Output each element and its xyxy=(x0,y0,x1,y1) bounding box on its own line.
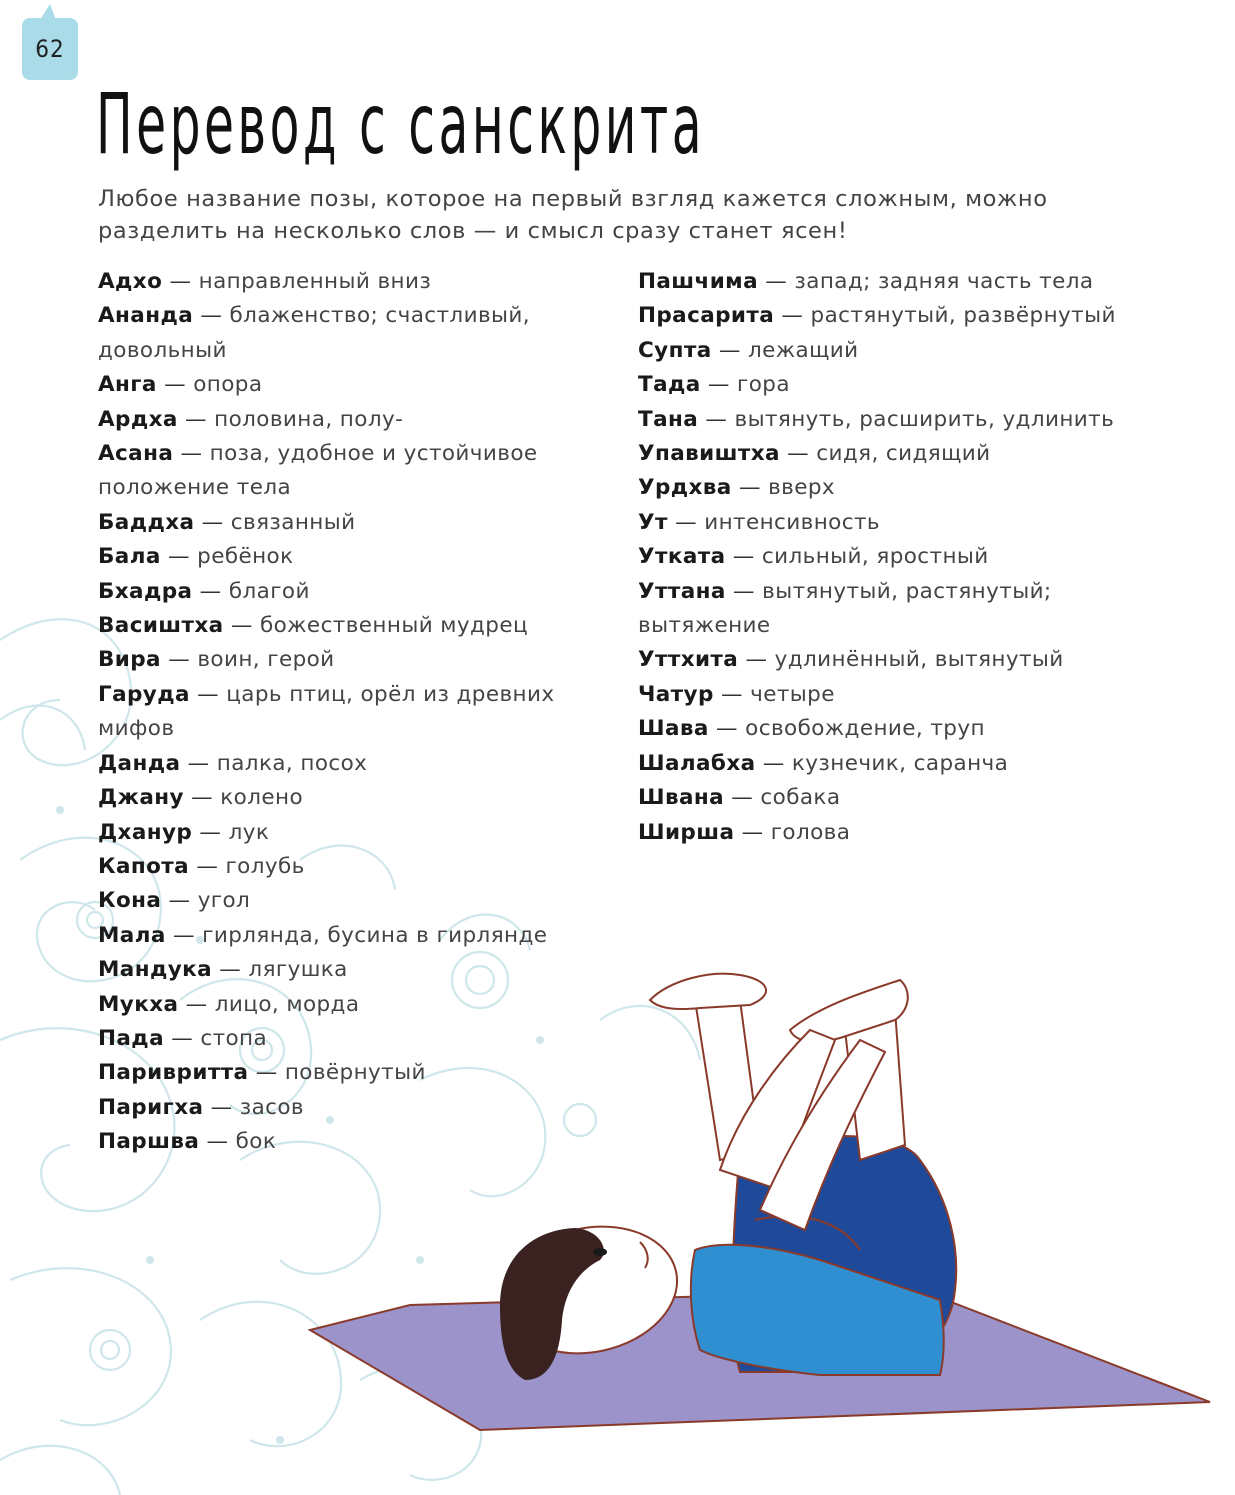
glossary-term: Капота xyxy=(98,853,190,879)
glossary-definition: лежащий xyxy=(748,337,859,363)
glossary-separator: — xyxy=(230,613,253,639)
glossary-term: Уттана xyxy=(638,578,726,604)
glossary-definition: воин, герой xyxy=(197,647,335,673)
glossary-entry xyxy=(98,884,568,918)
glossary-term: Шалабха xyxy=(638,750,756,776)
glossary-definition: гирлянда, бусина в гирлянде xyxy=(202,922,548,948)
glossary-entry xyxy=(638,265,1138,299)
glossary-term: Урдхва xyxy=(638,475,732,501)
glossary-definition: сидя, сидящий xyxy=(816,441,991,467)
glossary-definition: благой xyxy=(228,578,310,604)
glossary-separator: — xyxy=(781,303,804,329)
glossary-separator: — xyxy=(200,303,223,329)
glossary-entry xyxy=(638,437,1138,471)
glossary-entry xyxy=(638,575,1138,644)
glossary-definition: растянутый, развёрнутый xyxy=(810,303,1116,329)
glossary-definition: половина, полу- xyxy=(214,406,404,432)
glossary-separator: — xyxy=(765,269,788,294)
glossary-definition: блаженство; счастливый, довольный xyxy=(98,303,531,363)
glossary-entry xyxy=(98,747,568,781)
glossary-entry xyxy=(98,403,568,437)
glossary-separator: — xyxy=(197,681,220,707)
glossary-entry xyxy=(98,575,568,609)
glossary-separator: — xyxy=(255,1060,278,1086)
glossary-definition: повёрнутый xyxy=(284,1060,426,1086)
glossary-entry xyxy=(638,540,1138,574)
glossary-entry xyxy=(638,816,1138,850)
glossary-entry xyxy=(98,368,568,402)
glossary-entry xyxy=(98,540,568,574)
glossary-separator: — xyxy=(180,441,203,467)
glossary-term: Кона xyxy=(98,888,162,914)
glossary-right-column xyxy=(638,265,1138,850)
glossary-definition: удлинённый, вытянутый xyxy=(774,647,1064,673)
glossary-entry xyxy=(98,816,568,850)
glossary-definition: вытянутый, растянутый; вытяжение xyxy=(638,578,1052,639)
glossary-entry xyxy=(98,781,568,815)
glossary-term: Баддха xyxy=(98,509,195,535)
glossary-definition: бок xyxy=(235,1129,277,1155)
glossary-term: Ширша xyxy=(638,819,735,845)
glossary-term: Асана xyxy=(98,441,174,467)
glossary-entry xyxy=(638,403,1138,437)
glossary-entry xyxy=(638,471,1138,505)
glossary-separator: — xyxy=(169,269,192,294)
glossary-separator: — xyxy=(741,819,764,845)
glossary-separator: — xyxy=(171,1025,194,1051)
glossary-separator: — xyxy=(762,750,785,776)
glossary-separator: — xyxy=(164,372,186,398)
intro-paragraph: Любое название позы, которое на первый взгляд кажется сложным, можно разделить на несколько слов — и смысл сразу станет ясен! xyxy=(98,186,1048,244)
glossary-definition: палка, посох xyxy=(216,750,368,776)
glossary-separator: — xyxy=(206,1129,229,1155)
glossary-term: Джану xyxy=(98,785,184,811)
glossary-entry xyxy=(98,678,568,747)
glossary-definition: лук xyxy=(228,819,270,845)
glossary-term: Тана xyxy=(638,406,699,432)
glossary-definition: гора xyxy=(737,372,790,398)
page-number-badge xyxy=(22,18,78,80)
glossary-entry xyxy=(98,643,568,677)
glossary-definition: лягушка xyxy=(248,957,348,983)
glossary-term: Утката xyxy=(638,544,726,570)
glossary-term: Вира xyxy=(98,647,161,673)
glossary-definition: колено xyxy=(220,785,304,811)
glossary-separator: — xyxy=(732,544,755,570)
glossary-term: Швана xyxy=(638,785,725,811)
glossary-term: Паривритта xyxy=(98,1060,249,1086)
glossary-definition: угол xyxy=(197,888,251,914)
glossary-entry xyxy=(638,747,1138,781)
glossary-definition: вверх xyxy=(768,475,836,501)
glossary-separator: — xyxy=(191,785,214,811)
glossary-definition: голубь xyxy=(225,853,305,879)
glossary-definition: освобождение, труп xyxy=(745,716,985,742)
glossary-entry xyxy=(98,299,568,368)
glossary-entry xyxy=(98,919,568,953)
glossary-separator: — xyxy=(173,922,195,948)
glossary-definition: ребёнок xyxy=(197,544,294,570)
glossary-entry xyxy=(638,506,1138,540)
glossary-definition: четыре xyxy=(750,681,835,707)
glossary-separator: — xyxy=(199,578,222,604)
glossary-definition: поза, удобное и устойчивое положение тела xyxy=(98,441,538,501)
glossary-definition: запад; задняя часть тела xyxy=(794,269,1094,294)
glossary-term: Ут xyxy=(638,509,668,535)
glossary-definition: стопа xyxy=(200,1025,268,1051)
glossary-term: Бала xyxy=(98,544,161,570)
glossary-definition: царь птиц, орёл из древних мифов xyxy=(98,681,555,742)
glossary-separator: — xyxy=(168,544,190,570)
glossary-entry xyxy=(638,781,1138,815)
left-foot xyxy=(650,974,766,1009)
glossary-term: Мукха xyxy=(98,991,179,1017)
glossary-separator: — xyxy=(185,991,208,1017)
glossary-separator: — xyxy=(168,647,191,673)
glossary-term: Ананда xyxy=(98,303,194,329)
glossary-separator: — xyxy=(731,785,754,811)
glossary-separator: — xyxy=(705,406,728,432)
glossary-definition: сильный, яростный xyxy=(761,544,989,570)
page-title: Перевод с санскрита xyxy=(96,75,706,173)
glossary-term: Бхадра xyxy=(98,578,193,604)
glossary-definition: кузнечик, саранча xyxy=(791,750,1009,776)
glossary-separator: — xyxy=(787,441,810,467)
glossary-term: Анга xyxy=(98,372,157,398)
glossary-term: Чатур xyxy=(638,681,714,707)
glossary-separator: — xyxy=(219,957,242,983)
glossary-separator: — xyxy=(718,337,741,363)
glossary-separator: — xyxy=(199,819,222,845)
glossary-entry xyxy=(638,368,1138,402)
glossary-term: Паршва xyxy=(98,1129,200,1155)
glossary-term: Пада xyxy=(98,1025,164,1051)
glossary-separator: — xyxy=(187,750,210,776)
glossary-term: Данда xyxy=(98,750,181,776)
glossary-term: Адхо xyxy=(98,269,163,294)
glossary-separator: — xyxy=(745,647,768,673)
glossary-entry xyxy=(638,678,1138,712)
child-happy-baby-pose-illustration xyxy=(300,960,1230,1440)
glossary-separator: — xyxy=(196,853,219,879)
glossary-entry xyxy=(98,850,568,884)
glossary-definition: направленный вниз xyxy=(198,269,432,294)
glossary-term: Шава xyxy=(638,716,709,742)
glossary-definition: собака xyxy=(760,785,841,811)
glossary-term: Супта xyxy=(638,337,712,363)
glossary-definition: божественный мудрец xyxy=(259,613,529,639)
glossary-definition: засов xyxy=(239,1094,305,1120)
glossary-separator: — xyxy=(716,716,738,742)
page-number: 62 xyxy=(35,35,65,63)
glossary-definition: вытянуть, расширить, удлинить xyxy=(734,406,1115,432)
glossary-term: Тада xyxy=(638,372,701,398)
eye xyxy=(593,1248,607,1256)
glossary-separator: — xyxy=(720,681,743,707)
glossary-separator: — xyxy=(707,372,730,398)
glossary-entry xyxy=(98,506,568,540)
glossary-definition: интенсивность xyxy=(704,509,880,535)
glossary-separator: — xyxy=(738,475,761,501)
glossary-definition: лицо, морда xyxy=(214,991,360,1017)
glossary-definition: голова xyxy=(770,819,851,845)
glossary-term: Паригха xyxy=(98,1094,204,1120)
glossary-term: Пашчима xyxy=(638,269,759,294)
glossary-term: Уттхита xyxy=(638,647,739,673)
glossary-entry xyxy=(638,712,1138,746)
glossary-term: Упавиштха xyxy=(638,441,780,467)
glossary-entry xyxy=(638,334,1138,368)
glossary-term: Прасарита xyxy=(638,303,775,329)
glossary-term: Мала xyxy=(98,922,166,948)
glossary-definition: опора xyxy=(193,372,263,398)
glossary-entry xyxy=(98,265,568,299)
glossary-term: Дханур xyxy=(98,819,193,845)
glossary-separator: — xyxy=(733,578,755,604)
glossary-entry xyxy=(638,643,1138,677)
glossary-separator: — xyxy=(168,888,191,914)
glossary-separator: — xyxy=(201,509,224,535)
glossary-term: Ардха xyxy=(98,406,178,432)
glossary-entry xyxy=(638,299,1138,333)
glossary-term: Васиштха xyxy=(98,613,224,639)
glossary-definition: связанный xyxy=(230,509,356,535)
glossary-separator: — xyxy=(675,509,697,535)
glossary-separator: — xyxy=(185,406,207,432)
glossary-term: Мандука xyxy=(98,957,213,983)
glossary-separator: — xyxy=(210,1094,233,1120)
glossary-entry xyxy=(98,609,568,643)
glossary-entry xyxy=(98,437,568,506)
glossary-term: Гаруда xyxy=(98,681,190,707)
